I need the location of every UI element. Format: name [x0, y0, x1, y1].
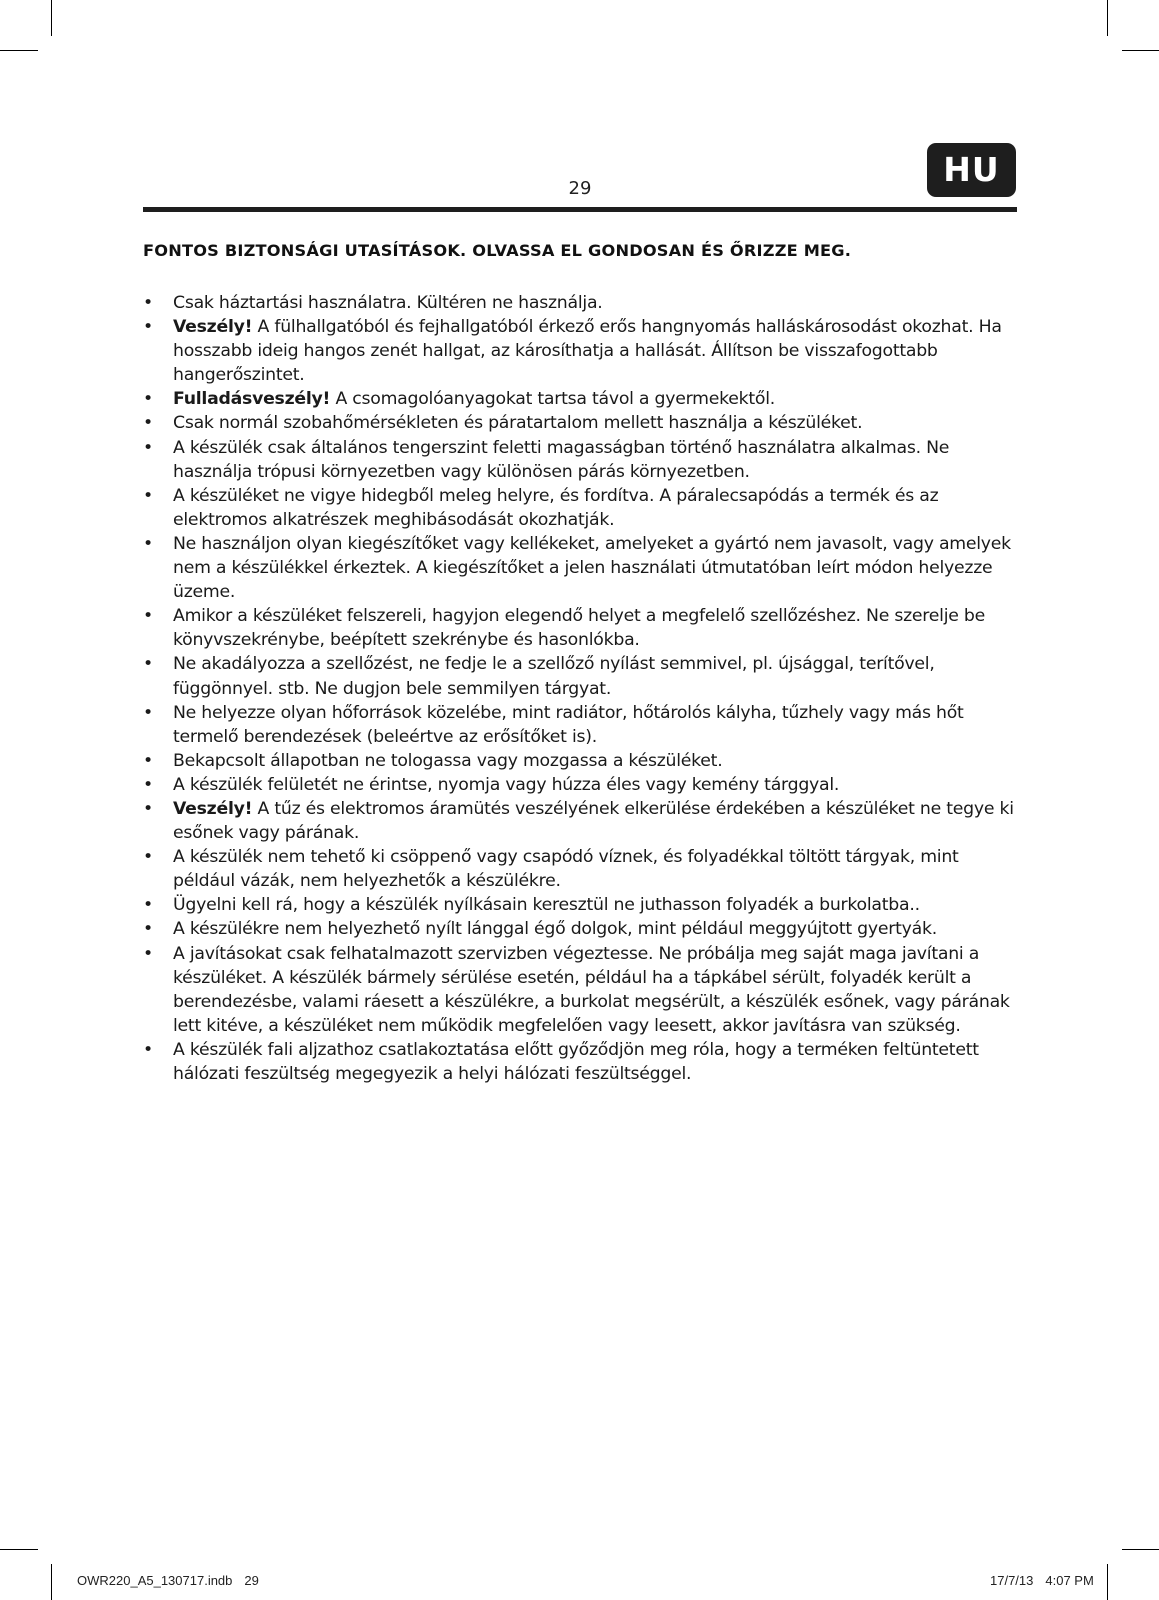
crop-mark [51, 0, 52, 36]
footer-date: 17/7/13 [990, 1573, 1034, 1588]
footer-timestamp [990, 1573, 1094, 1588]
safety-instructions-list [143, 291, 1023, 1086]
footer-file-name: OWR220_A5_130717.indb [77, 1573, 233, 1588]
crop-mark [1107, 0, 1108, 36]
item-text: Ne helyezze olyan hőforrások közelébe, mint radiátor, hőtárolós kályha, tűzhely vagy más hőt termelő berendezések (beleértve az erősítőket is). [173, 702, 964, 747]
header-rule [143, 207, 1017, 212]
item-text: A készülékre nem helyezhető nyílt lánggal égő dolgok, mint például meggyújtott gyertyák. [173, 919, 937, 940]
crop-mark [1122, 50, 1159, 51]
list-item [143, 411, 1023, 435]
list-item [143, 387, 1023, 411]
list-item [143, 845, 1023, 893]
item-text: A csomagolóanyagokat tartsa távol a gyermekektől. [330, 389, 776, 410]
section-heading: FONTOS BIZTONSÁGI UTASÍTÁSOK. OLVASSA EL GONDOSAN ÉS ŐRIZZE MEG. [143, 241, 852, 260]
item-text: Amikor a készüléket felszereli, hagyjon elegendő helyet a megfelelő szellőzéshez. Ne szerelje be könyvszekrénybe, beépített szekrénybe és hasonlókba. [173, 606, 985, 651]
list-item [143, 797, 1023, 845]
item-text: Ne használjon olyan kiegészítőket vagy kellékeket, amelyeket a gyártó nem javasolt, vagy amelyek nem a készülékkel érkeztek. A kiegészítőket a jelen használati útmutatóban leírt módon helyezze üzeme. [173, 533, 1011, 603]
list-item [143, 749, 1023, 773]
item-text: Ügyelni kell rá, hogy a készülék nyílkásain keresztül ne juthasson folyadék a burkolatba.. [173, 895, 920, 916]
crop-mark [0, 50, 38, 51]
list-item [143, 893, 1023, 917]
item-text: A tűz és elektromos áramütés veszélyének elkerülése érdekében a készüléket ne tegye ki esőnek vagy párának. [173, 798, 1014, 844]
item-text: A készülék fali aljzathoz csatlakoztatása előtt győződjön meg róla, hogy a terméken feltüntetett hálózati feszültség megegyezik a helyi hálózati feszültséggel. [173, 1039, 979, 1084]
list-item [143, 532, 1023, 604]
crop-mark [1107, 1564, 1108, 1600]
page-number: 29 [568, 178, 592, 199]
list-item [143, 315, 1023, 387]
crop-mark [0, 1549, 38, 1550]
item-text: A javításokat csak felhatalmazott szervizben végeztesse. Ne próbálja meg saját maga javítani a készüléket. A készülék bármely sérülése esetén, például ha a tápkábel sérült, folyadék került a berendezésbe, valami ráesett a készülékre, a burkolat megsérült, a készülék esőnek, vagy párának lett kitéve, a készüléket nem működik megfelelően vagy leesett, akkor javításra van szükség. [173, 943, 1010, 1036]
item-text: A készülék nem tehető ki csöppenő vagy csapódó víznek, és folyadékkal töltött tárgyak, mint például vázák, nem helyezhetők a készülékre. [173, 847, 959, 892]
list-item [143, 436, 1023, 484]
list-item [143, 773, 1023, 797]
item-text: A készülék felületét ne érintse, nyomja vagy húzza éles vagy kemény tárggyal. [173, 774, 840, 795]
item-text: Ne akadályozza a szellőzést, ne fedje le a szellőző nyílást semmivel, pl. újsággal, terítővel, függönnyel. stb. Ne dugjon bele semmilyen tárgyat. [173, 654, 935, 699]
footer-time: 4:07 PM [1045, 1573, 1094, 1588]
footer-file-info [77, 1573, 259, 1588]
item-text: A fülhallgatóból és fejhallgatóból érkező erős hangnyomás halláskárosodást okozhat. Ha hosszabb ideig hangos zenét hallgat, az károsíthatja a hallását. Állítson be visszafogottabb hangerőszintet. [173, 317, 1002, 386]
item-text: A készülék csak általános tengerszint feletti magasságban történő használatra alkalmas. Ne használja trópusi környezetben vagy különösen párás környezetben. [173, 437, 950, 482]
list-item [143, 291, 1023, 315]
item-lead: Fulladásveszély! [173, 389, 331, 410]
footer-file-page: 29 [244, 1573, 259, 1588]
item-lead: Veszély! [173, 317, 253, 338]
crop-mark [51, 1564, 52, 1600]
list-item [143, 652, 1023, 700]
item-text: Csak háztartási használatra. Kültéren ne használja. [173, 293, 603, 313]
list-item [143, 1038, 1023, 1086]
list-item [143, 917, 1023, 941]
language-badge: HU [927, 143, 1016, 197]
item-text: Bekapcsolt állapotban ne tologassa vagy mozgassa a készüléket. [173, 750, 723, 771]
crop-mark [1122, 1549, 1159, 1550]
item-text: Csak normál szobahőmérsékleten és páratartalom mellett használja a készüléket. [173, 413, 863, 434]
list-item [143, 701, 1023, 749]
item-lead: Veszély! [173, 798, 253, 819]
item-text: A készüléket ne vigye hidegből meleg helyre, és fordítva. A páralecsapódás a termék és az elektromos alkatrészek meghibásodását okozhatják. [173, 485, 939, 530]
list-item [143, 942, 1023, 1038]
list-item [143, 604, 1023, 652]
list-item [143, 484, 1023, 532]
